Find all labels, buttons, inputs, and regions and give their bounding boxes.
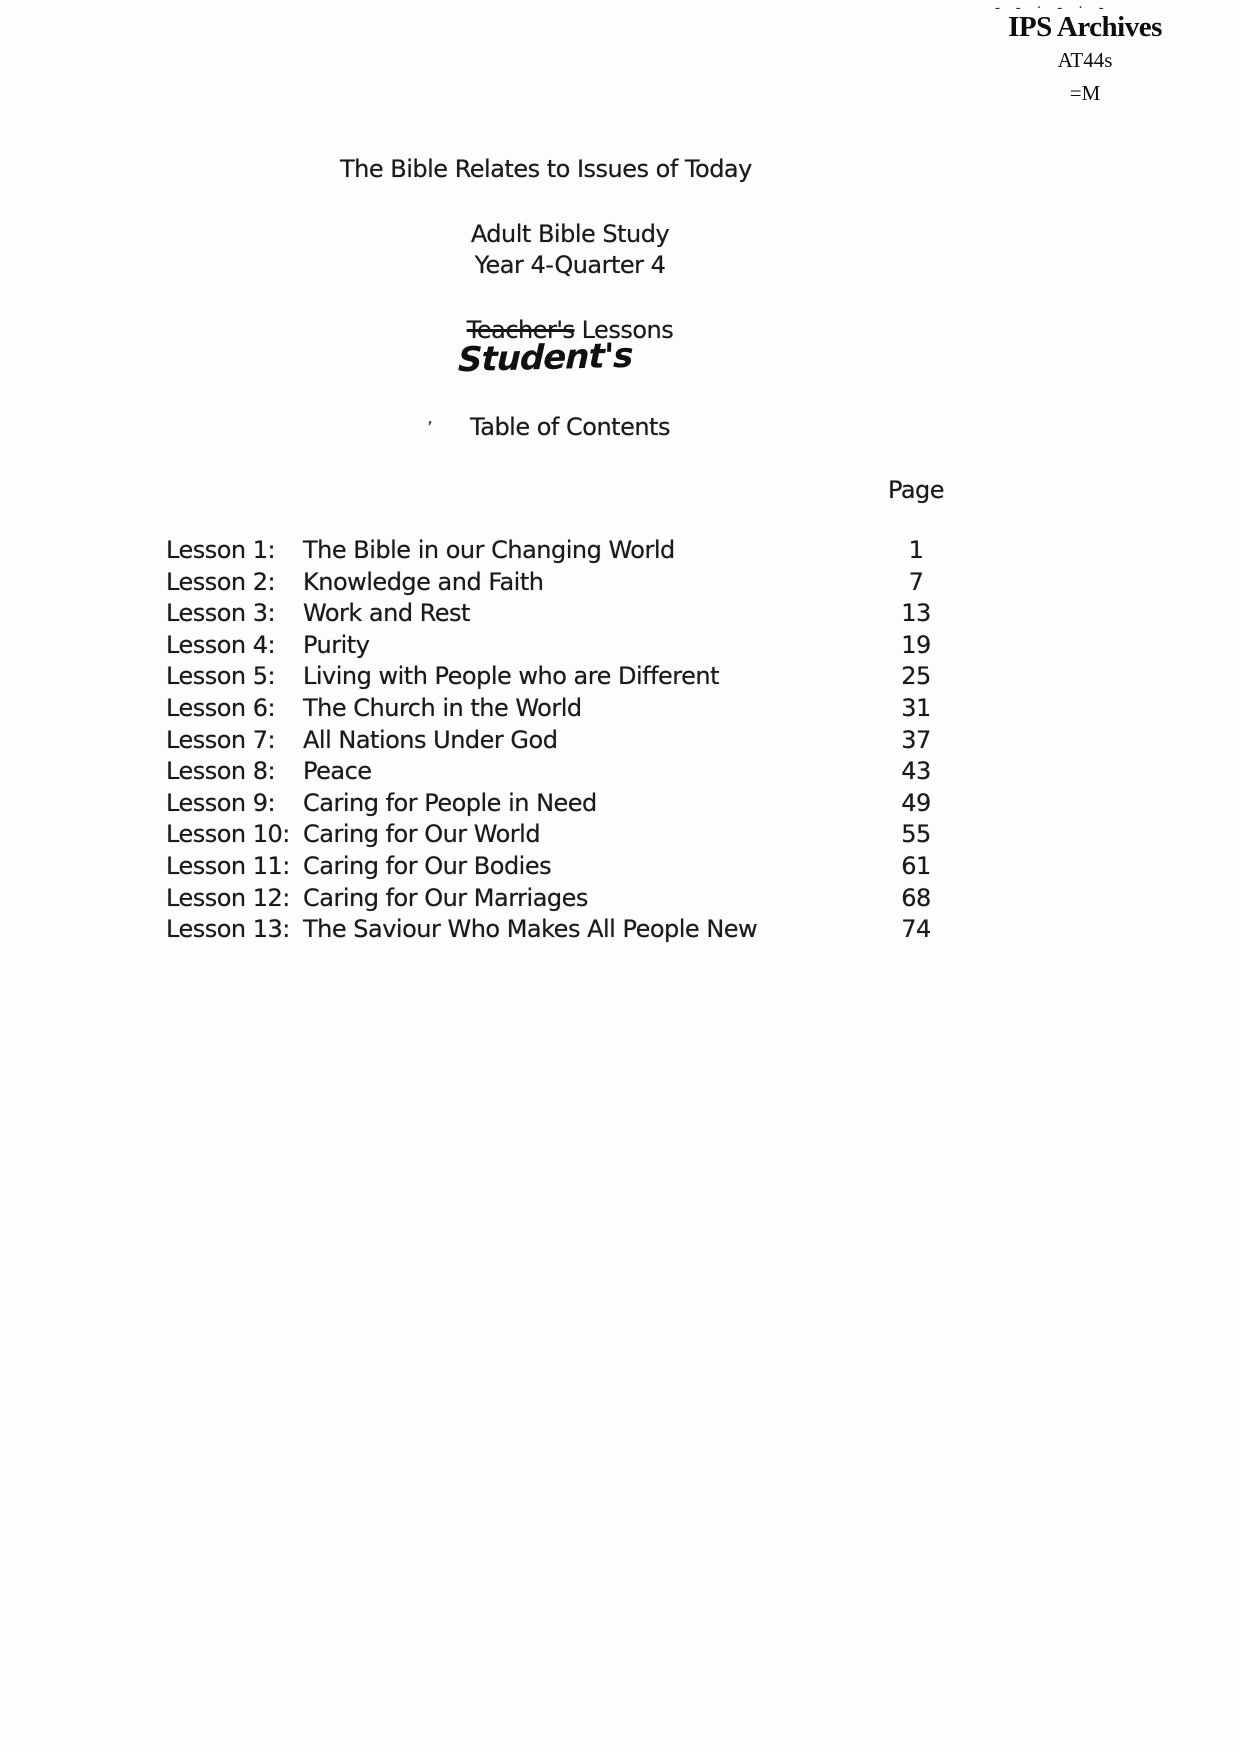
stamp-catalog-code: AT44s <box>1057 48 1113 72</box>
toc-row <box>166 630 956 665</box>
lesson-number: Lesson 1: <box>166 536 276 564</box>
toc-row <box>166 664 956 696</box>
lesson-number: Lesson 10: <box>166 820 290 849</box>
lesson-title: Living with People who are Different <box>303 662 720 691</box>
lesson-page-number: 7 <box>908 567 924 596</box>
program-name: Adult Bible Study <box>470 220 670 248</box>
lesson-title: Caring for Our Bodies <box>303 851 552 880</box>
toc-row <box>166 567 956 602</box>
lesson-page-number: 25 <box>901 662 931 691</box>
toc-heading: Table of Contents <box>470 413 670 441</box>
stamp-mark: =M <box>1069 81 1101 105</box>
toc-row <box>166 822 956 854</box>
lesson-number: Lesson 11: <box>166 851 290 880</box>
lesson-page-number: 74 <box>901 915 931 944</box>
document-title: The Bible Relates to Issues of Today <box>340 155 752 183</box>
lesson-title: The Bible in our Changing World <box>303 536 675 564</box>
lesson-title: Purity <box>303 630 370 659</box>
lesson-title: Caring for Our World <box>303 820 541 849</box>
lesson-number: Lesson 4: <box>166 630 276 659</box>
toc-row <box>166 601 956 633</box>
lesson-number: Lesson 2: <box>166 567 276 596</box>
lesson-page-number: 61 <box>901 851 931 880</box>
lesson-title: Peace <box>303 757 372 786</box>
lessons-word: Lessons <box>581 316 674 344</box>
lesson-page-number: 37 <box>901 725 931 754</box>
lesson-number: Lesson 3: <box>166 599 276 628</box>
toc-row <box>166 538 956 570</box>
term-line: Year 4-Quarter 4 <box>474 251 666 279</box>
stray-mark: ’ <box>427 418 433 439</box>
lesson-number: Lesson 13: <box>166 915 290 944</box>
toc-row <box>166 788 956 823</box>
lesson-number: Lesson 7: <box>166 725 276 754</box>
struck-word-teachers: Teacher's <box>466 316 575 344</box>
lesson-page-number: 13 <box>901 599 931 628</box>
handwritten-correction: Student's <box>457 335 633 381</box>
toc-row <box>166 851 956 886</box>
lesson-title: All Nations Under God <box>303 725 558 754</box>
toc-row <box>166 883 956 918</box>
archive-stamp <box>995 0 1175 110</box>
stamp-archive-name: IPS Archives <box>1008 11 1162 43</box>
toc-row <box>166 917 956 949</box>
lesson-page-number: 31 <box>901 693 931 722</box>
toc-row <box>166 693 956 728</box>
lesson-title: The Church in the World <box>303 693 582 722</box>
toc-row <box>166 725 956 760</box>
lesson-title: Knowledge and Faith <box>303 567 544 596</box>
lesson-number: Lesson 12: <box>166 883 290 912</box>
lesson-number: Lesson 9: <box>166 788 276 817</box>
lesson-page-number: 1 <box>908 536 924 564</box>
lesson-number: Lesson 8: <box>166 757 276 786</box>
lesson-page-number: 49 <box>901 788 931 817</box>
lesson-title: The Saviour Who Makes All People New <box>303 915 758 944</box>
lesson-page-number: 68 <box>901 883 931 912</box>
toc-row <box>166 759 956 791</box>
lesson-number: Lesson 5: <box>166 662 276 691</box>
lesson-title: Caring for Our Marriages <box>303 883 588 912</box>
lesson-number: Lesson 6: <box>166 693 276 722</box>
lesson-title: Work and Rest <box>303 599 470 628</box>
page-column-header: Page <box>887 476 945 504</box>
lesson-page-number: 55 <box>901 820 931 849</box>
cut-off-marks: - - · - · - <box>995 0 1110 16</box>
lesson-page-number: 43 <box>901 757 931 786</box>
toc-list <box>166 538 956 949</box>
lesson-title: Caring for People in Need <box>303 788 597 817</box>
lesson-page-number: 19 <box>901 630 931 659</box>
